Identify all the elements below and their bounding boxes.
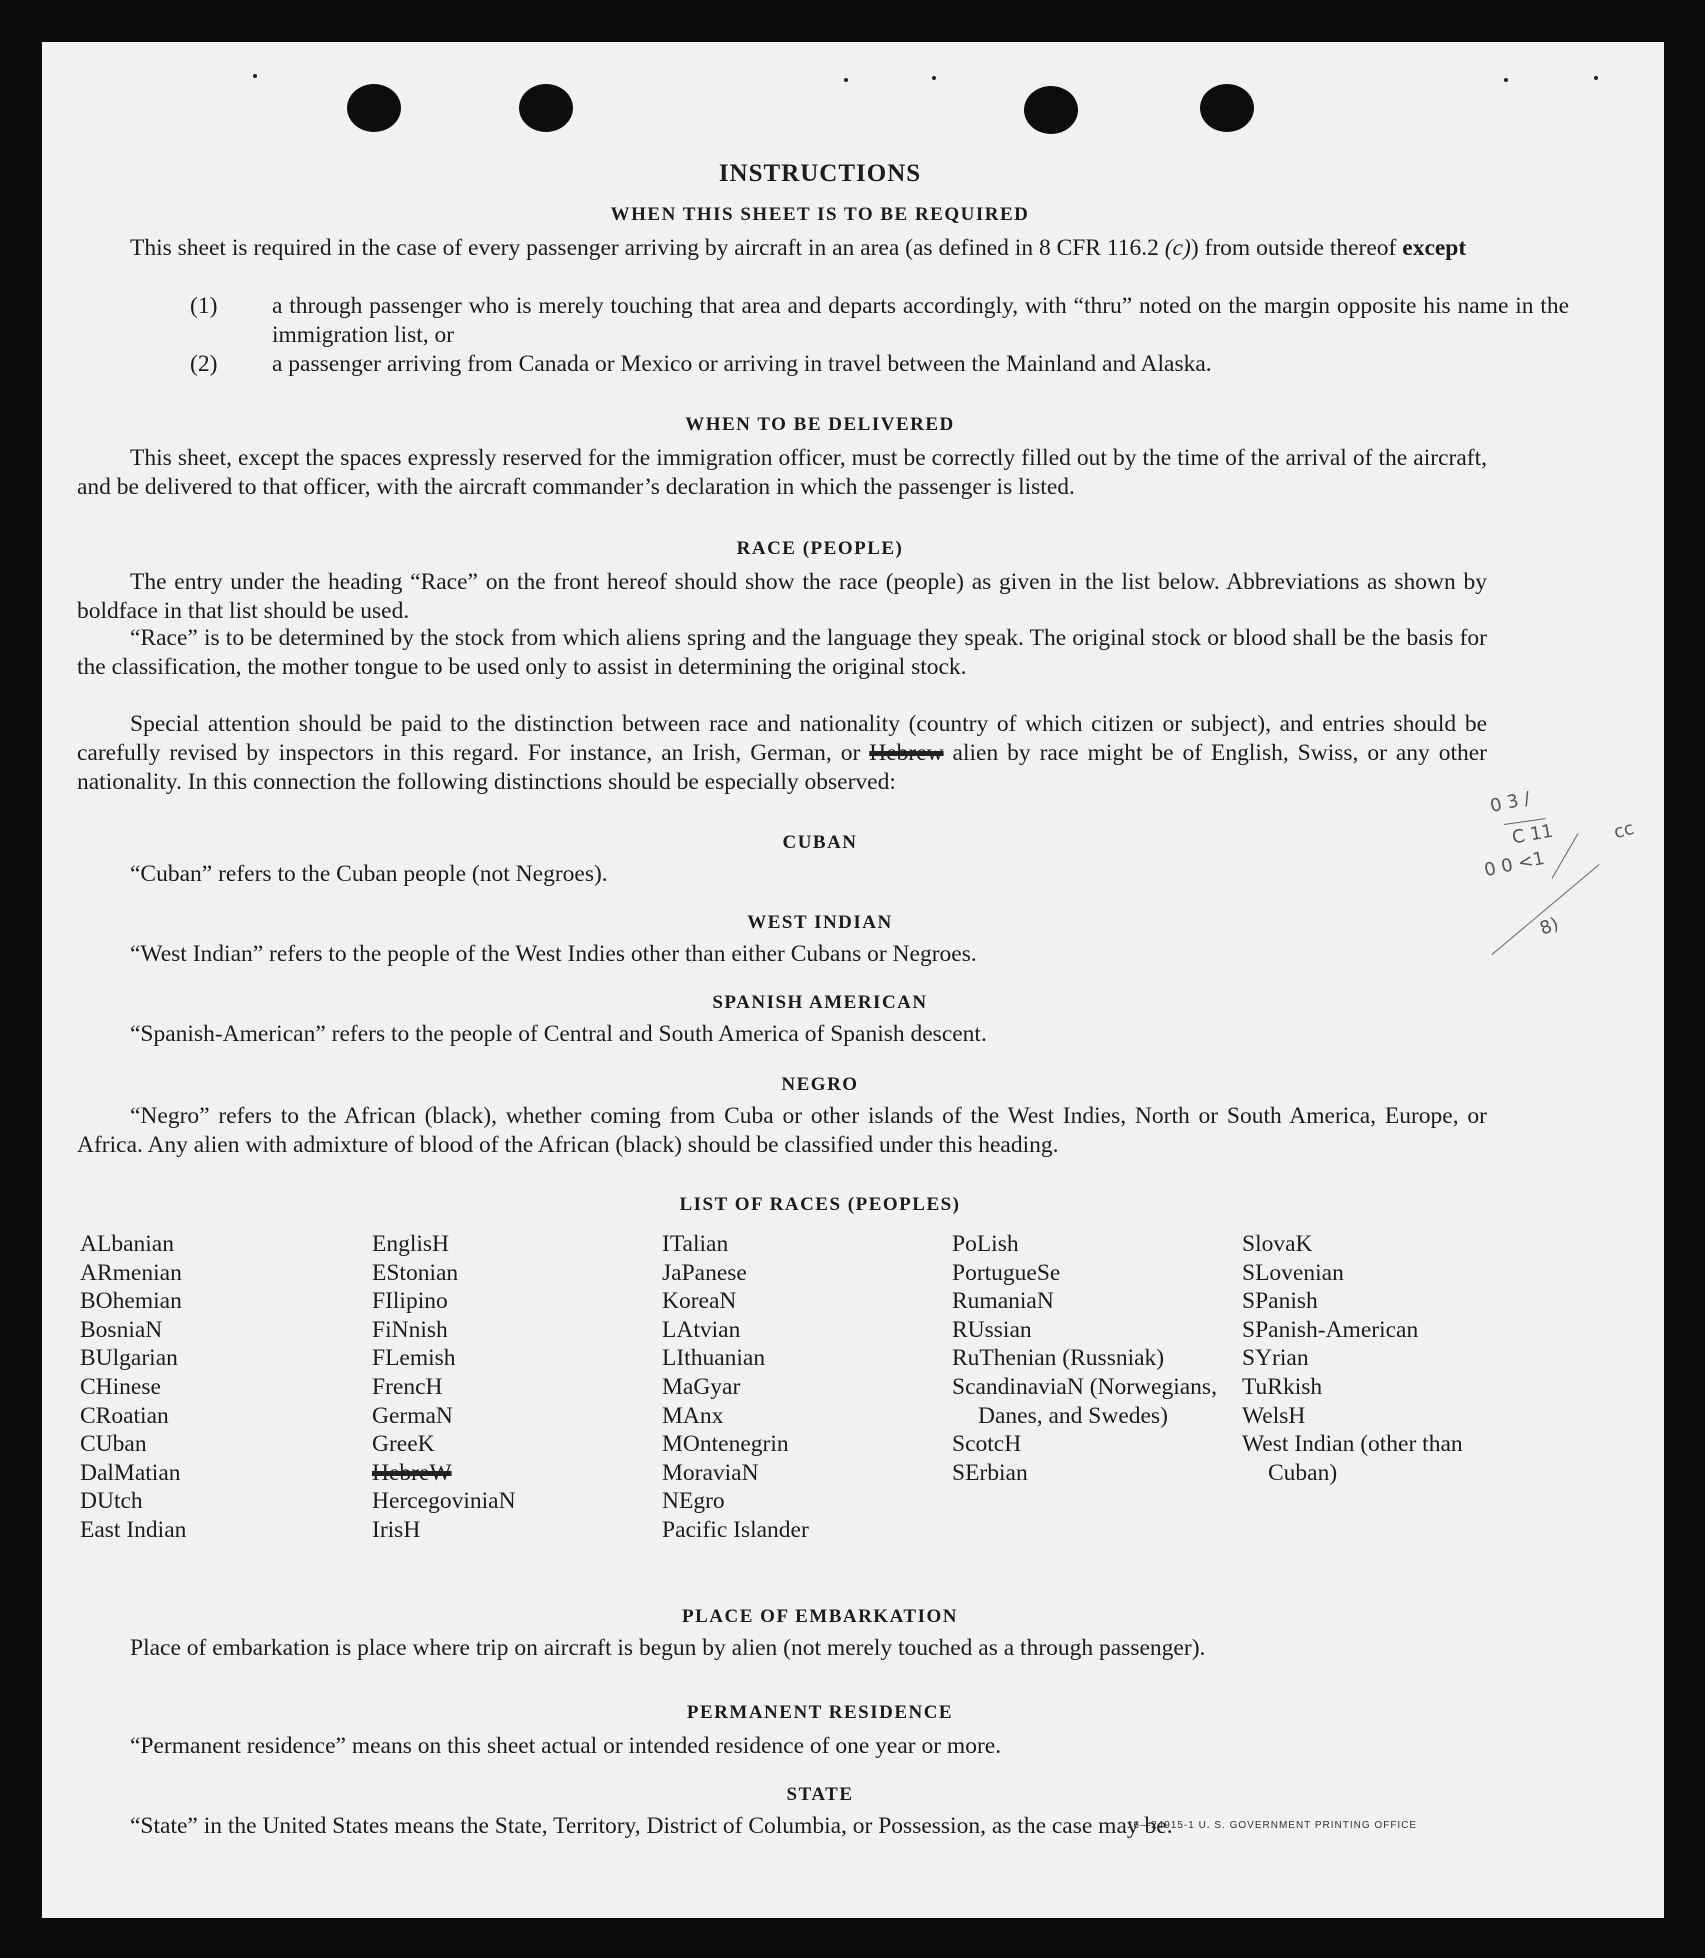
paragraph-permanent-residence: “Permanent residence” means on this sheet actual or intended residence of one year or more. bbox=[130, 1733, 1002, 1759]
races-column-1 bbox=[80, 1230, 186, 1545]
race-entry: PortugueSe bbox=[952, 1259, 1061, 1286]
speck bbox=[932, 76, 936, 80]
race-entry: West Indian (other than Cuban) bbox=[1242, 1431, 1463, 1486]
races-column-3 bbox=[662, 1230, 809, 1545]
race-entry: GreeK bbox=[372, 1431, 435, 1458]
punch-hole bbox=[347, 84, 401, 132]
race-entry: BUlgarian bbox=[80, 1345, 178, 1372]
race-entry: FrencH bbox=[372, 1373, 443, 1400]
document-sheet bbox=[42, 42, 1664, 1918]
race-entry: EStonian bbox=[372, 1259, 459, 1286]
race-entry: SErbian bbox=[952, 1459, 1028, 1486]
race-entry: GermaN bbox=[372, 1402, 453, 1429]
race-entry: BosniaN bbox=[80, 1316, 163, 1343]
race-entry: CUban bbox=[80, 1431, 147, 1458]
handwritten-note: cc bbox=[1611, 817, 1637, 844]
race-entry: CHinese bbox=[80, 1373, 161, 1400]
punch-hole bbox=[1200, 84, 1254, 132]
race-entry: SPanish bbox=[1242, 1288, 1318, 1315]
race-entry: ScotcH bbox=[952, 1431, 1022, 1458]
paragraph-cuban: “Cuban” refers to the Cuban people (not Negroes). bbox=[130, 861, 608, 887]
paragraph-embarkation: Place of embarkation is place where trip on aircraft is begun by alien (not merely touched as a through passenger). bbox=[130, 1635, 1206, 1661]
speck bbox=[844, 78, 848, 82]
race-entry: PoLish bbox=[952, 1231, 1019, 1257]
handwritten-note: 0 3 / bbox=[1488, 788, 1533, 817]
punch-hole bbox=[1024, 86, 1078, 134]
handwritten-stroke bbox=[1492, 864, 1600, 955]
race-entry: KoreaN bbox=[662, 1288, 737, 1315]
handwritten-note: C 11 bbox=[1510, 820, 1555, 849]
race-entry: LIthuanian bbox=[662, 1345, 766, 1372]
list-item-exception-2: (2) a passenger arriving from Canada or Mexico or arriving in travel between the Mainland and Alaska. bbox=[190, 351, 1212, 377]
races-column-2 bbox=[372, 1230, 516, 1545]
heading-spanish-american: SPANISH AMERICAN bbox=[712, 992, 928, 1013]
paragraph-race-1: The entry under the heading “Race” on the front hereof should show the race (people) as given in the list below. Abbreviations as shown by boldface in that list should be used. bbox=[77, 569, 1487, 624]
race-entry: SPanish-American bbox=[1242, 1316, 1419, 1343]
race-entry: BOhemian bbox=[80, 1288, 182, 1315]
race-entry: ALbanian bbox=[80, 1231, 174, 1257]
heading-permanent-residence: PERMANENT RESIDENCE bbox=[686, 1702, 954, 1723]
paragraph-spanish-american: “Spanish-American” refers to the people of Central and South America of Spanish descent. bbox=[130, 1021, 987, 1047]
handwritten-note: 8) bbox=[1536, 913, 1562, 940]
heading-embarkation: PLACE OF EMBARKATION bbox=[682, 1606, 958, 1627]
paragraph-race-3: Special attention should be paid to the distinction between race and nationality (country of which citizen or subject), and entries should be carefully revised by inspectors in this regard. For instance, an Irish, German, or Hebrew alien by race might be of English, Swiss, or any other nationality. In this connection the following distinctions should be especially observed: bbox=[77, 711, 1487, 795]
race-entry: NEgro bbox=[662, 1488, 725, 1515]
race-entry: DUtch bbox=[80, 1488, 143, 1515]
heading-race: RACE (PEOPLE) bbox=[736, 538, 904, 559]
race-entry: ARmenian bbox=[80, 1259, 182, 1286]
race-entry: TuRkish bbox=[1242, 1373, 1323, 1400]
race-entry: MAnx bbox=[662, 1402, 724, 1429]
race-entry: MOntenegrin bbox=[662, 1431, 789, 1458]
paragraph-state: “State” in the United States means the State, Territory, District of Columbia, or Possession, as the case may be. bbox=[130, 1813, 1173, 1839]
speck bbox=[253, 74, 257, 78]
heading-cuban: CUBAN bbox=[782, 832, 858, 853]
struck-word: Hebrew bbox=[869, 740, 944, 766]
list-item-exception-1: (1) a through passenger who is merely touching that area and departs accordingly, with “thru” noted on the margin opposite his name in the immigration list, or bbox=[190, 293, 1569, 348]
race-entry: FiNnish bbox=[372, 1316, 448, 1343]
races-column-5 bbox=[1242, 1230, 1492, 1487]
paragraph-delivered: This sheet, except the spaces expressly reserved for the immigration officer, must be correctly filled out by the time of the arrival of the aircraft, and be delivered to that officer, with the aircraft commander’s declaration in which the passenger is listed. bbox=[77, 445, 1487, 500]
paragraph-west-indian: “West Indian” refers to the people of the West Indies other than either Cubans or Negroes. bbox=[130, 941, 977, 967]
heading-state: STATE bbox=[786, 1784, 854, 1805]
race-entry: RumaniaN bbox=[952, 1288, 1054, 1315]
speck bbox=[1594, 76, 1598, 80]
race-entry: East Indian bbox=[80, 1516, 187, 1543]
paragraph-negro: “Negro” refers to the African (black), whether coming from Cuba or other islands of the West Indies, North or South America, Europe, or Africa. Any alien with admixture of blood of the African (black) should be classified under this heading. bbox=[77, 1103, 1487, 1158]
heading-when-required: WHEN THIS SHEET IS TO BE REQUIRED bbox=[610, 204, 1030, 225]
race-entry: Pacific Islander bbox=[662, 1516, 809, 1543]
race-entry: CRoatian bbox=[80, 1402, 169, 1429]
paragraph-race-2: “Race” is to be determined by the stock from which aliens spring and the language they speak. The original stock or blood shall be the basis for the classification, the mother tongue to be used only to assist in determining the original stock. bbox=[77, 625, 1487, 680]
heading-when-delivered: WHEN TO BE DELIVERED bbox=[685, 414, 955, 435]
race-entry: ITalian bbox=[662, 1231, 729, 1257]
race-entry: SlovaK bbox=[1242, 1231, 1313, 1257]
race-entry: IrisH bbox=[372, 1516, 421, 1543]
race-entry: SYrian bbox=[1242, 1345, 1309, 1372]
race-entry: LAtvian bbox=[662, 1316, 741, 1343]
race-entry: SLovenian bbox=[1242, 1259, 1344, 1286]
race-entry: MoraviaN bbox=[662, 1459, 759, 1486]
page-title: INSTRUCTIONS bbox=[718, 160, 922, 187]
race-entry: WelsH bbox=[1242, 1402, 1306, 1429]
punch-hole bbox=[519, 84, 573, 132]
race-entry: HercegoviniaN bbox=[372, 1488, 516, 1515]
race-entry: JaPanese bbox=[662, 1259, 747, 1286]
race-entry: EnglisH bbox=[372, 1231, 450, 1257]
race-entry: RuThenian (Russniak) bbox=[952, 1345, 1165, 1372]
race-entry: MaGyar bbox=[662, 1373, 741, 1400]
race-entry: ScandinaviaN (Norwegians, Danes, and Swedes) bbox=[952, 1373, 1217, 1429]
race-entry: FLemish bbox=[372, 1345, 456, 1372]
race-entry: RUssian bbox=[952, 1316, 1032, 1343]
race-entry: FIlipino bbox=[372, 1288, 448, 1315]
heading-races-list: LIST OF RACES (PEOPLES) bbox=[679, 1194, 961, 1215]
speck bbox=[1504, 78, 1508, 82]
race-entry-struck: HebreW bbox=[372, 1459, 452, 1486]
paragraph-required: This sheet is required in the case of every passenger arriving by aircraft in an area (as defined in 8 CFR 116.2 (c)) from outside thereof except bbox=[130, 235, 1467, 261]
heading-negro: NEGRO bbox=[781, 1074, 859, 1095]
handwritten-note: 0 0 <1 bbox=[1482, 847, 1547, 882]
race-entry: DalMatian bbox=[80, 1459, 181, 1486]
printer-imprint: 16—24915-1 U. S. GOVERNMENT PRINTING OFFICE bbox=[1127, 1820, 1418, 1831]
heading-west-indian: WEST INDIAN bbox=[747, 912, 893, 933]
races-column-4 bbox=[952, 1230, 1222, 1487]
